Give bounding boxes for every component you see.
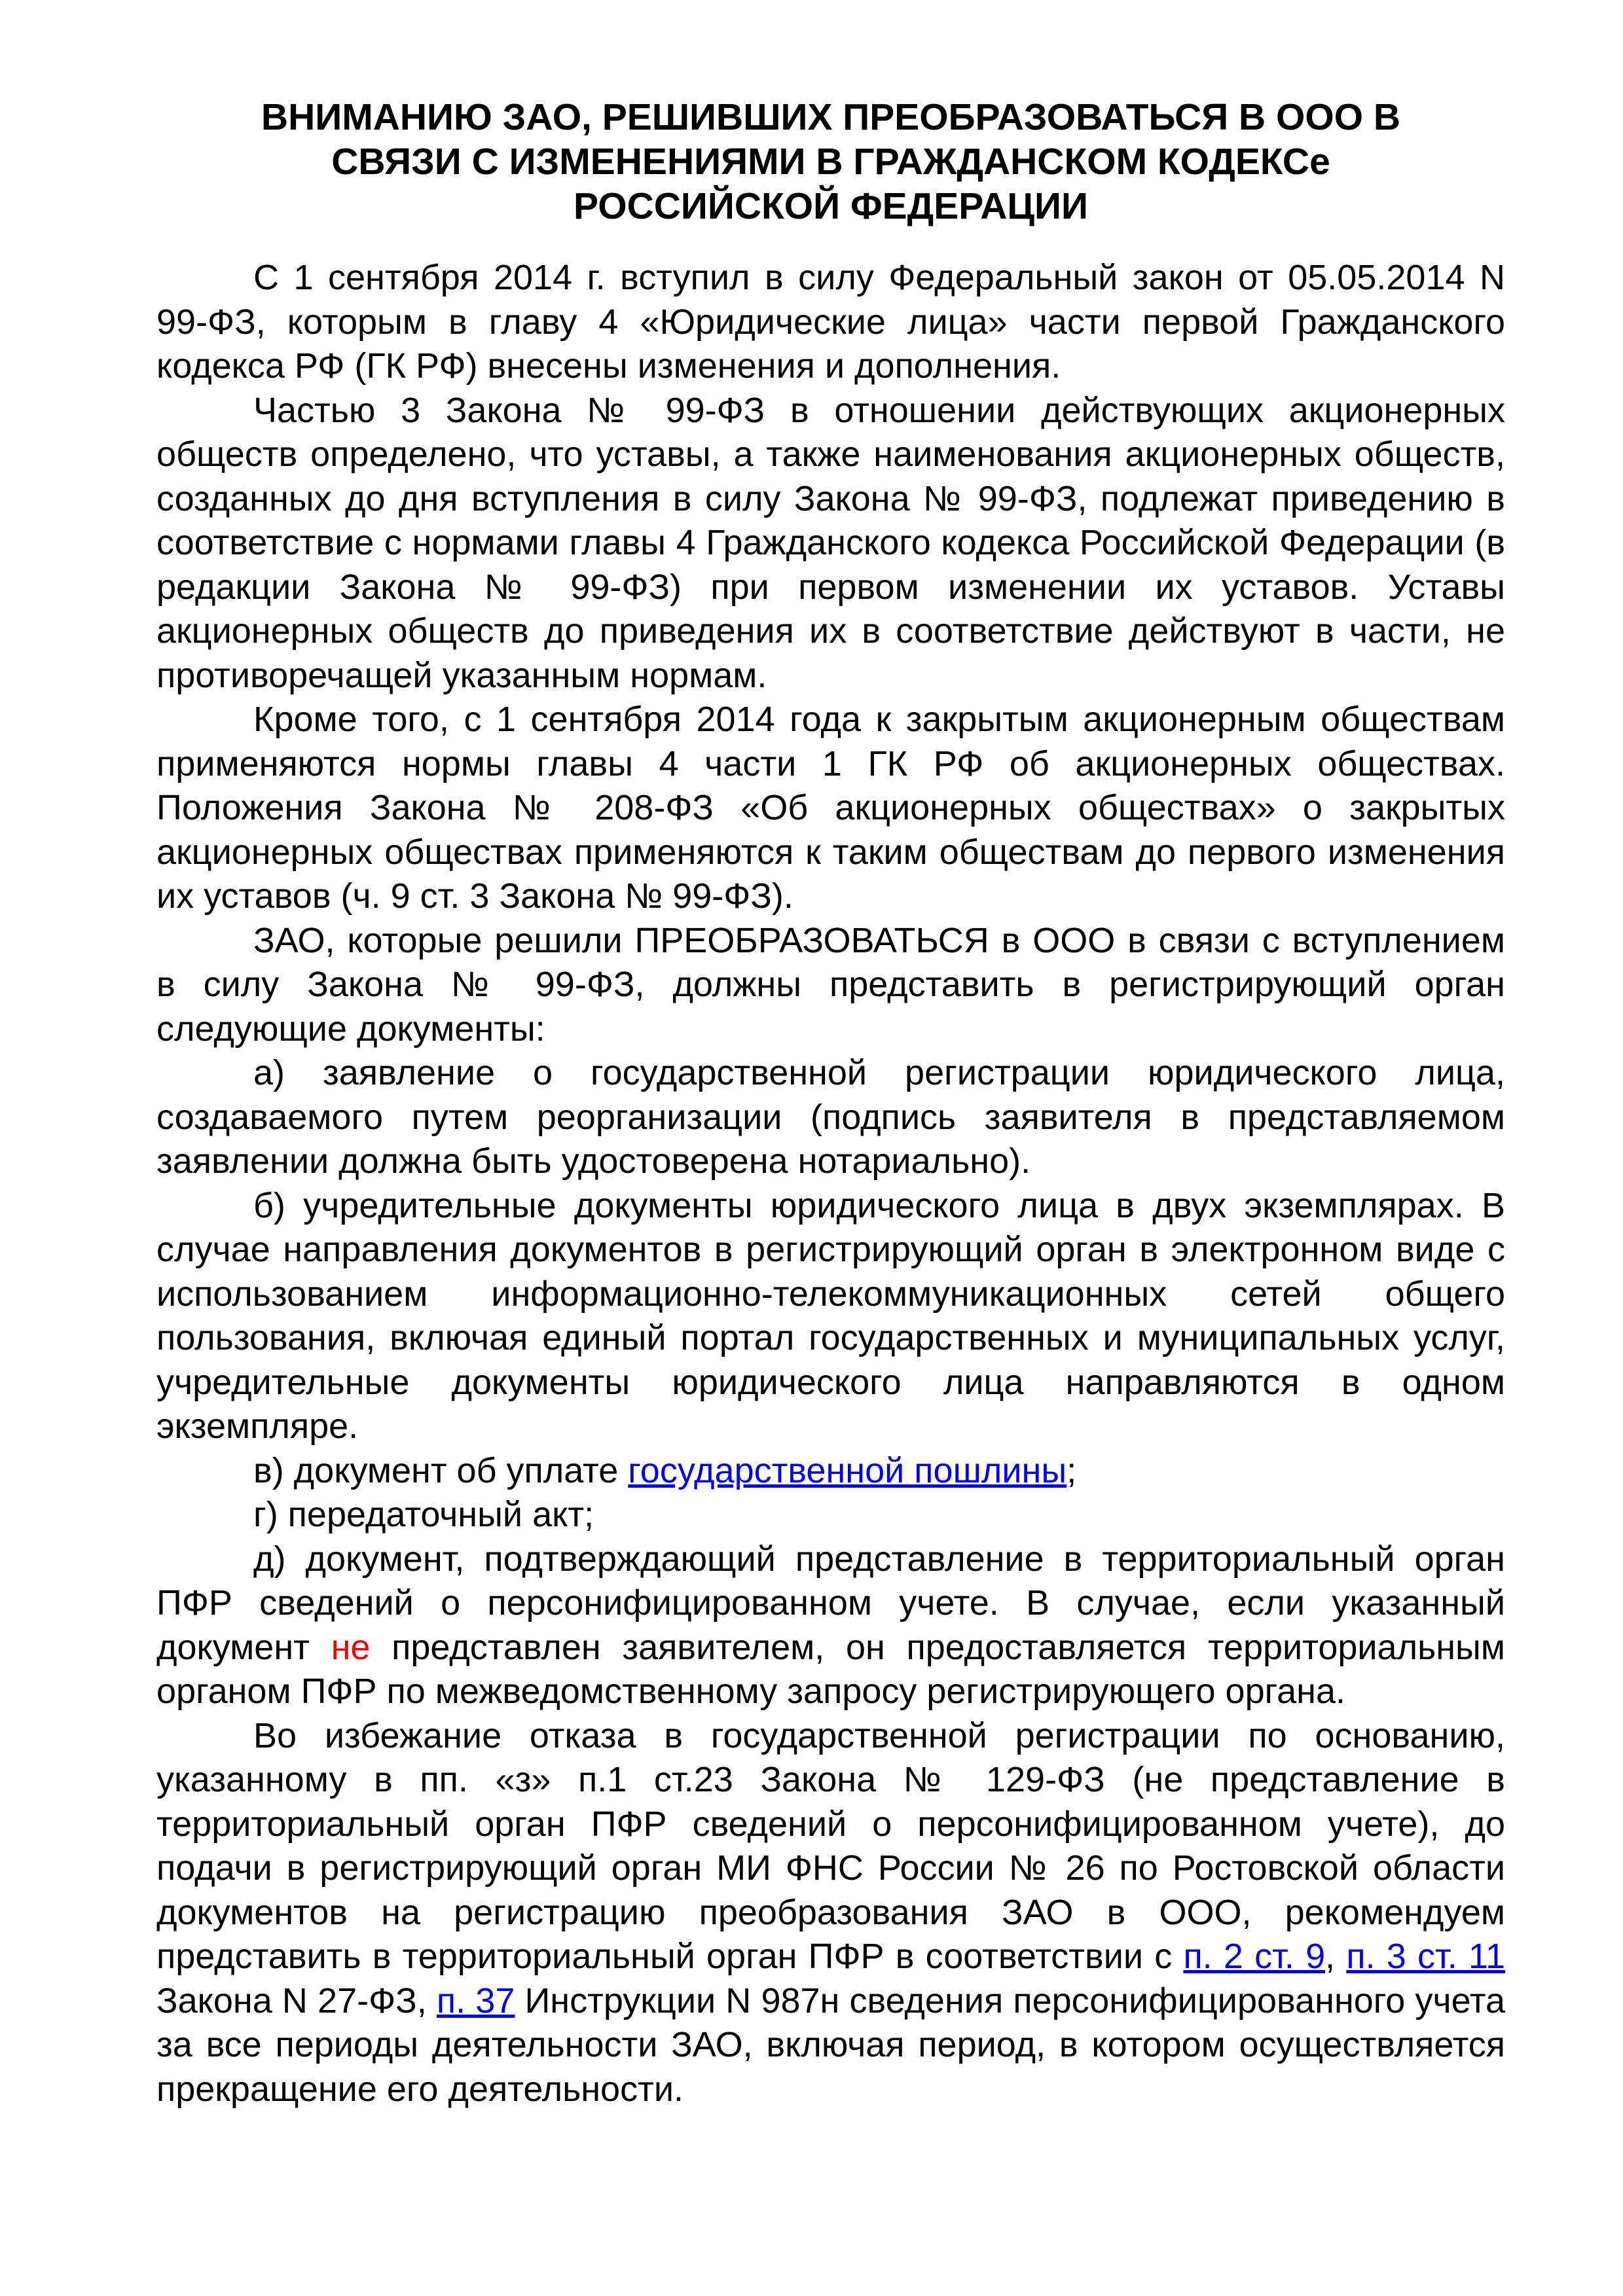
refusal-text-end: Инструкции N 987н сведения персонифицированного учета за все периоды деятельности ЗАО, включая период, в котором осуществляется прекращение его деятельности. <box>156 1981 1506 2109</box>
state-duty-link[interactable]: государственной пошлины <box>628 1450 1067 1490</box>
paragraph-part3-law: Частью 3 Закона № 99-ФЗ в отношении действующих акционерных обществ определено, что уставы, а также наименования акционерных обществ, созданных до дня вступления в силу Закона № 99-ФЗ, подлежат приведению в соответствие с нормами главы 4 Гражданского кодекса Российской Федерации (в редакции Закона № 99-ФЗ) при первом изменении их уставов. Уставы акционерных обществ до приведения их в соответствие действуют в части, не противоречащей указанным нормам. <box>156 390 1505 695</box>
refusal-separator: , <box>1325 1937 1347 1976</box>
pfr-document-text: д) документ, подтверждающий представление в территориальный орган ПФР сведений о персонифицированном учете. В случае, если указанный документ <box>156 1539 1505 1667</box>
list-item-a-application: а) заявление о государственной регистрации юридического лица, создаваемого путем реорганизации (подпись заявителя в представляемом заявлении должна быть удостоверена нотариально). <box>156 1053 1505 1181</box>
paragraph-law-intro: С 1 сентября 2014 г. вступил в силу Федеральный закон от 05.05.2014 N 99-ФЗ, которым в главу 4 «Юридические лица» части первой Гражданского кодекса РФ (ГК РФ) внесены изменения и дополнения. <box>156 258 1505 386</box>
refusal-text: Во избежание отказа в государственной регистрации по основанию, указанному в пп. «з» п.1 ст.23 Закона № 129-ФЗ (не представление в территориальный орган ПФР сведений о персонифицированном учете), до подачи в регистрирующий орган МИ ФНС России № 26 по Ростовской области документов на регистрацию преобразования ЗАО в ООО, рекомендуем представить в территориальный орган ПФР в соответствии с <box>156 1715 1505 1976</box>
title-line-3: РОССИЙСКОЙ ФЕДЕРАЦИИ <box>573 185 1088 227</box>
list-item-d-pfr-document <box>156 1537 1505 1714</box>
paragraph-closed-jsc-norms: Кроме того, с 1 сентября 2014 года к закрытым акционерным обществам применяются нормы главы 4 части 1 ГК РФ об акционерных обществах. Положения Закона № 208-ФЗ «Об акционерных обществах» о закрытых акционерных обществах применяются к таким обществам до первого изменения их уставов (ч. 9 ст. 3 Закона № 99-ФЗ). <box>156 700 1505 916</box>
link-p37[interactable]: п. 37 <box>436 1981 515 2020</box>
title-line-2: СВЯЗИ С ИЗМЕНЕНИЯМИ В ГРАЖДАНСКОМ КОДЕКСе <box>331 141 1330 183</box>
list-item-g-transfer-act: г) передаточный акт; <box>253 1495 594 1534</box>
list-item-v-state-duty <box>156 1449 1505 1494</box>
document-title <box>156 95 1505 228</box>
paragraph-documents-required: ЗАО, которые решили ПРЕОБРАЗОВАТЬСЯ в ООО в связи с вступлением в силу Закона № 99-ФЗ, должны представить в регистрирующий орган следующие документы: <box>156 920 1505 1049</box>
link-p3-st11[interactable]: п. 3 ст. 11 <box>1346 1937 1506 1976</box>
paragraph-refusal-avoidance <box>156 1714 1505 2112</box>
refusal-law-27: Закона N 27-ФЗ, <box>156 1981 437 2020</box>
pfr-document-text-end: представлен заявителем, он предоставляется территориальным органом ПФР по межведомственному запросу регистрирующего органа. <box>156 1627 1505 1711</box>
state-duty-end: ; <box>1067 1450 1077 1490</box>
highlighted-word-ne: не <box>331 1627 371 1667</box>
title-line-1: ВНИМАНИЮ ЗАО, РЕШИВШИХ ПРЕОБРАЗОВАТЬСЯ В ООО В <box>261 96 1401 138</box>
list-item-b-constituent-docs: б) учредительные документы юридического лица в двух экземплярах. В случае направления документов в регистрирующий орган в электронном виде с использованием информационно-телекоммуникационных сетей общего пользования, включая единый портал государственных и муниципальных услуг, учредительные документы юридического лица направляются в одном экземпляре. <box>156 1185 1505 1446</box>
state-duty-text: в) документ об уплате <box>253 1450 629 1490</box>
link-p2-st9[interactable]: п. 2 ст. 9 <box>1183 1937 1326 1976</box>
document-page <box>156 95 1505 2111</box>
